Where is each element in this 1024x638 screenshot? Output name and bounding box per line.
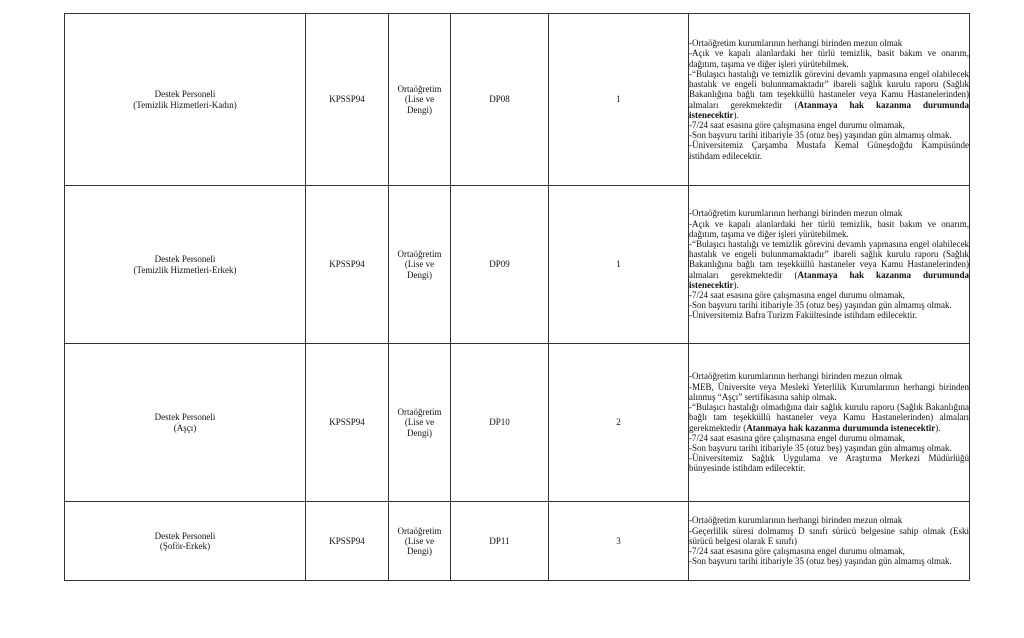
position-detail: (Şoför-Erkek)	[159, 541, 211, 551]
position-detail: (Temizlik Hizmetleri-Erkek)	[133, 264, 237, 275]
position-count-cell: 2	[549, 344, 689, 502]
education-line: Dengi)	[407, 427, 432, 438]
position-title: Destek Personeli	[154, 254, 216, 265]
education-cell	[389, 14, 451, 186]
requirement-line: -Üniversitemiz Sağlık Uygulama ve Araştırma Merkezi Müdürlüğü bünyesinde istihdam edilecektir.	[689, 453, 969, 474]
education-cell	[389, 502, 451, 581]
table-row-dp11	[65, 502, 970, 581]
requirement-line: -Üniversitemiz Bafra Turizm Fakültesinde istihdam edilecektir.	[689, 310, 917, 321]
exam-cell: KPSSP94	[306, 186, 389, 344]
position-cell	[65, 14, 306, 186]
requirement-emphasis: Atanmaya hak kazanma durumunda istenecektir	[746, 422, 936, 433]
education-line: Ortaöğretim	[397, 249, 442, 260]
exam-cell: KPSSP94	[306, 344, 389, 502]
position-cell	[65, 502, 306, 581]
requirement-line: -Ortaöğretim kurumlarının herhangi birinden mezun olmak	[689, 38, 903, 49]
table-row-dp08	[65, 14, 970, 186]
requirement-line: -Ortaöğretim kurumlarının herhangi birinden mezun olmak	[689, 208, 903, 219]
requirement-line: -MEB, Üniversite veya Mesleki Yeterlilik Kurumlarının herhangi birinden alınmış “Aşçı” sertifikasına sahip olmak.	[689, 381, 969, 402]
table-row-dp09	[65, 186, 970, 344]
staff-positions-table	[64, 13, 970, 581]
position-code-cell: DP10	[451, 344, 549, 502]
position-code-cell: DP08	[451, 14, 549, 186]
requirement-line: -7/24 saat esasına göre çalışmasına engel durumu olmamak,	[689, 119, 905, 130]
requirement-emphasis: Atanmaya hak kazanma durumunda istenecektir	[689, 269, 969, 290]
requirement-line: -“Bulaşıcı hastalığı ve temizlik görevini devamlı yapmasına engel olabilecek hastalık ve engeli bulunmamaktadır” ibareli sağlık kurulu raporu (Sağlık Bakanlığına bağlı tam teşekküllü hastaneler veya Kamu Hastanelerinden) almaları gerekmektedir (Atanmaya hak kazanma durumunda istenecektir).	[689, 68, 969, 120]
requirement-line: -Son başvuru tarihi itibariyle 35 (otuz beş) yaşından gün almamış olmak.	[689, 130, 952, 141]
education-line: Ortaöğretim	[397, 525, 442, 536]
position-count-cell: 3	[549, 502, 689, 581]
position-detail: (Aşçı)	[173, 422, 197, 433]
education-line: Ortaöğretim	[397, 84, 442, 95]
education-cell	[389, 344, 451, 502]
requirement-emphasis: Atanmaya hak kazanma durumunda istenecektir	[689, 99, 969, 120]
education-line: (Lise ve	[404, 417, 435, 428]
position-cell	[65, 344, 306, 502]
requirements-cell	[689, 14, 970, 186]
education-line: Ortaöğretim	[397, 407, 442, 418]
education-line: (Lise ve	[404, 259, 435, 270]
position-title: Destek Personeli	[154, 530, 216, 541]
requirement-line: -Son başvuru tarihi itibariyle 35 (otuz beş) yaşından gün almamış olmak.	[689, 556, 952, 567]
table-row-dp10	[65, 344, 970, 502]
education-line: (Lise ve	[404, 535, 435, 546]
position-title: Destek Personeli	[154, 412, 216, 423]
requirements-cell	[689, 502, 970, 581]
education-line: (Lise ve	[404, 94, 435, 105]
requirement-line: -“Bulaşıcı hastalığı olmadığına dair sağlık kurulu raporu (Sağlık Bakanlığına bağlı tam teşekküllü hastaneler veya Kamu Hastanelerinden) almaları gerekmektedir (Atanmaya hak kazanma durumunda istenecektir).	[689, 402, 969, 433]
requirements-cell	[689, 186, 970, 344]
exam-cell: KPSSP94	[306, 502, 389, 581]
requirement-line: -Açık ve kapalı alanlardaki her türlü temizlik, basit bakım ve onarım, dağıtım, taşıma ve diğer işleri yürütebilmek.	[689, 218, 969, 239]
education-cell	[389, 186, 451, 344]
education-line: Dengi)	[407, 104, 432, 115]
requirement-line: -Ortaöğretim kurumlarının herhangi birinden mezun olmak	[689, 515, 903, 526]
education-line: Dengi)	[407, 546, 432, 557]
position-code-cell: DP09	[451, 186, 549, 344]
requirement-line: -Son başvuru tarihi itibariyle 35 (otuz beş) yaşından gün almamış olmak.	[689, 442, 952, 453]
requirement-line: -Ortaöğretim kurumlarının herhangi birinden mezun olmak	[689, 371, 903, 382]
position-count-cell: 1	[549, 14, 689, 186]
requirement-line: -7/24 saat esasına göre çalışmasına engel durumu olmamak,	[689, 432, 905, 443]
position-detail: (Temizlik Hizmetleri-Kadın)	[133, 99, 237, 110]
exam-cell: KPSSP94	[306, 14, 389, 186]
education-line: Dengi)	[407, 269, 432, 280]
requirement-line: -“Bulaşıcı hastalığı ve temizlik görevini devamlı yapmasına engel olabilecek hastalık ve engeli bulunmamaktadır” ibareli sağlık kurulu raporu (Sağlık Bakanlığına bağlı tam teşekküllü hastaneler veya Kamu Hastanelerinden) almaları gerekmektedir (Atanmaya hak kazanma durumunda istenecektir).	[689, 238, 969, 290]
requirement-line: -Son başvuru tarihi itibariyle 35 (otuz beş) yaşından gün almamış olmak.	[689, 300, 952, 311]
position-code-cell: DP11	[451, 502, 549, 581]
position-title: Destek Personeli	[154, 89, 216, 100]
position-count-cell: 1	[549, 186, 689, 344]
requirement-line: -Üniversitemiz Çarşamba Mustafa Kemal Güneşdoğdu Kampüsünde istihdam edilecektir.	[689, 140, 969, 161]
requirement-line: -Geçerlilik süresi dolmamış D sınıfı sürücü belgesine sahip olmak (Eski sürücü belgesi olarak E sınıfı)	[689, 525, 969, 546]
requirement-line: -Açık ve kapalı alanlardaki her türlü temizlik, basit bakım ve onarım, dağıtım, taşıma ve diğer işleri yürütebilmek.	[689, 48, 969, 69]
requirements-cell	[689, 344, 970, 502]
requirement-line: -7/24 saat esasına göre çalışmasına engel durumu olmamak,	[689, 546, 905, 557]
position-cell	[65, 186, 306, 344]
requirement-line: -7/24 saat esasına göre çalışmasına engel durumu olmamak,	[689, 290, 905, 300]
